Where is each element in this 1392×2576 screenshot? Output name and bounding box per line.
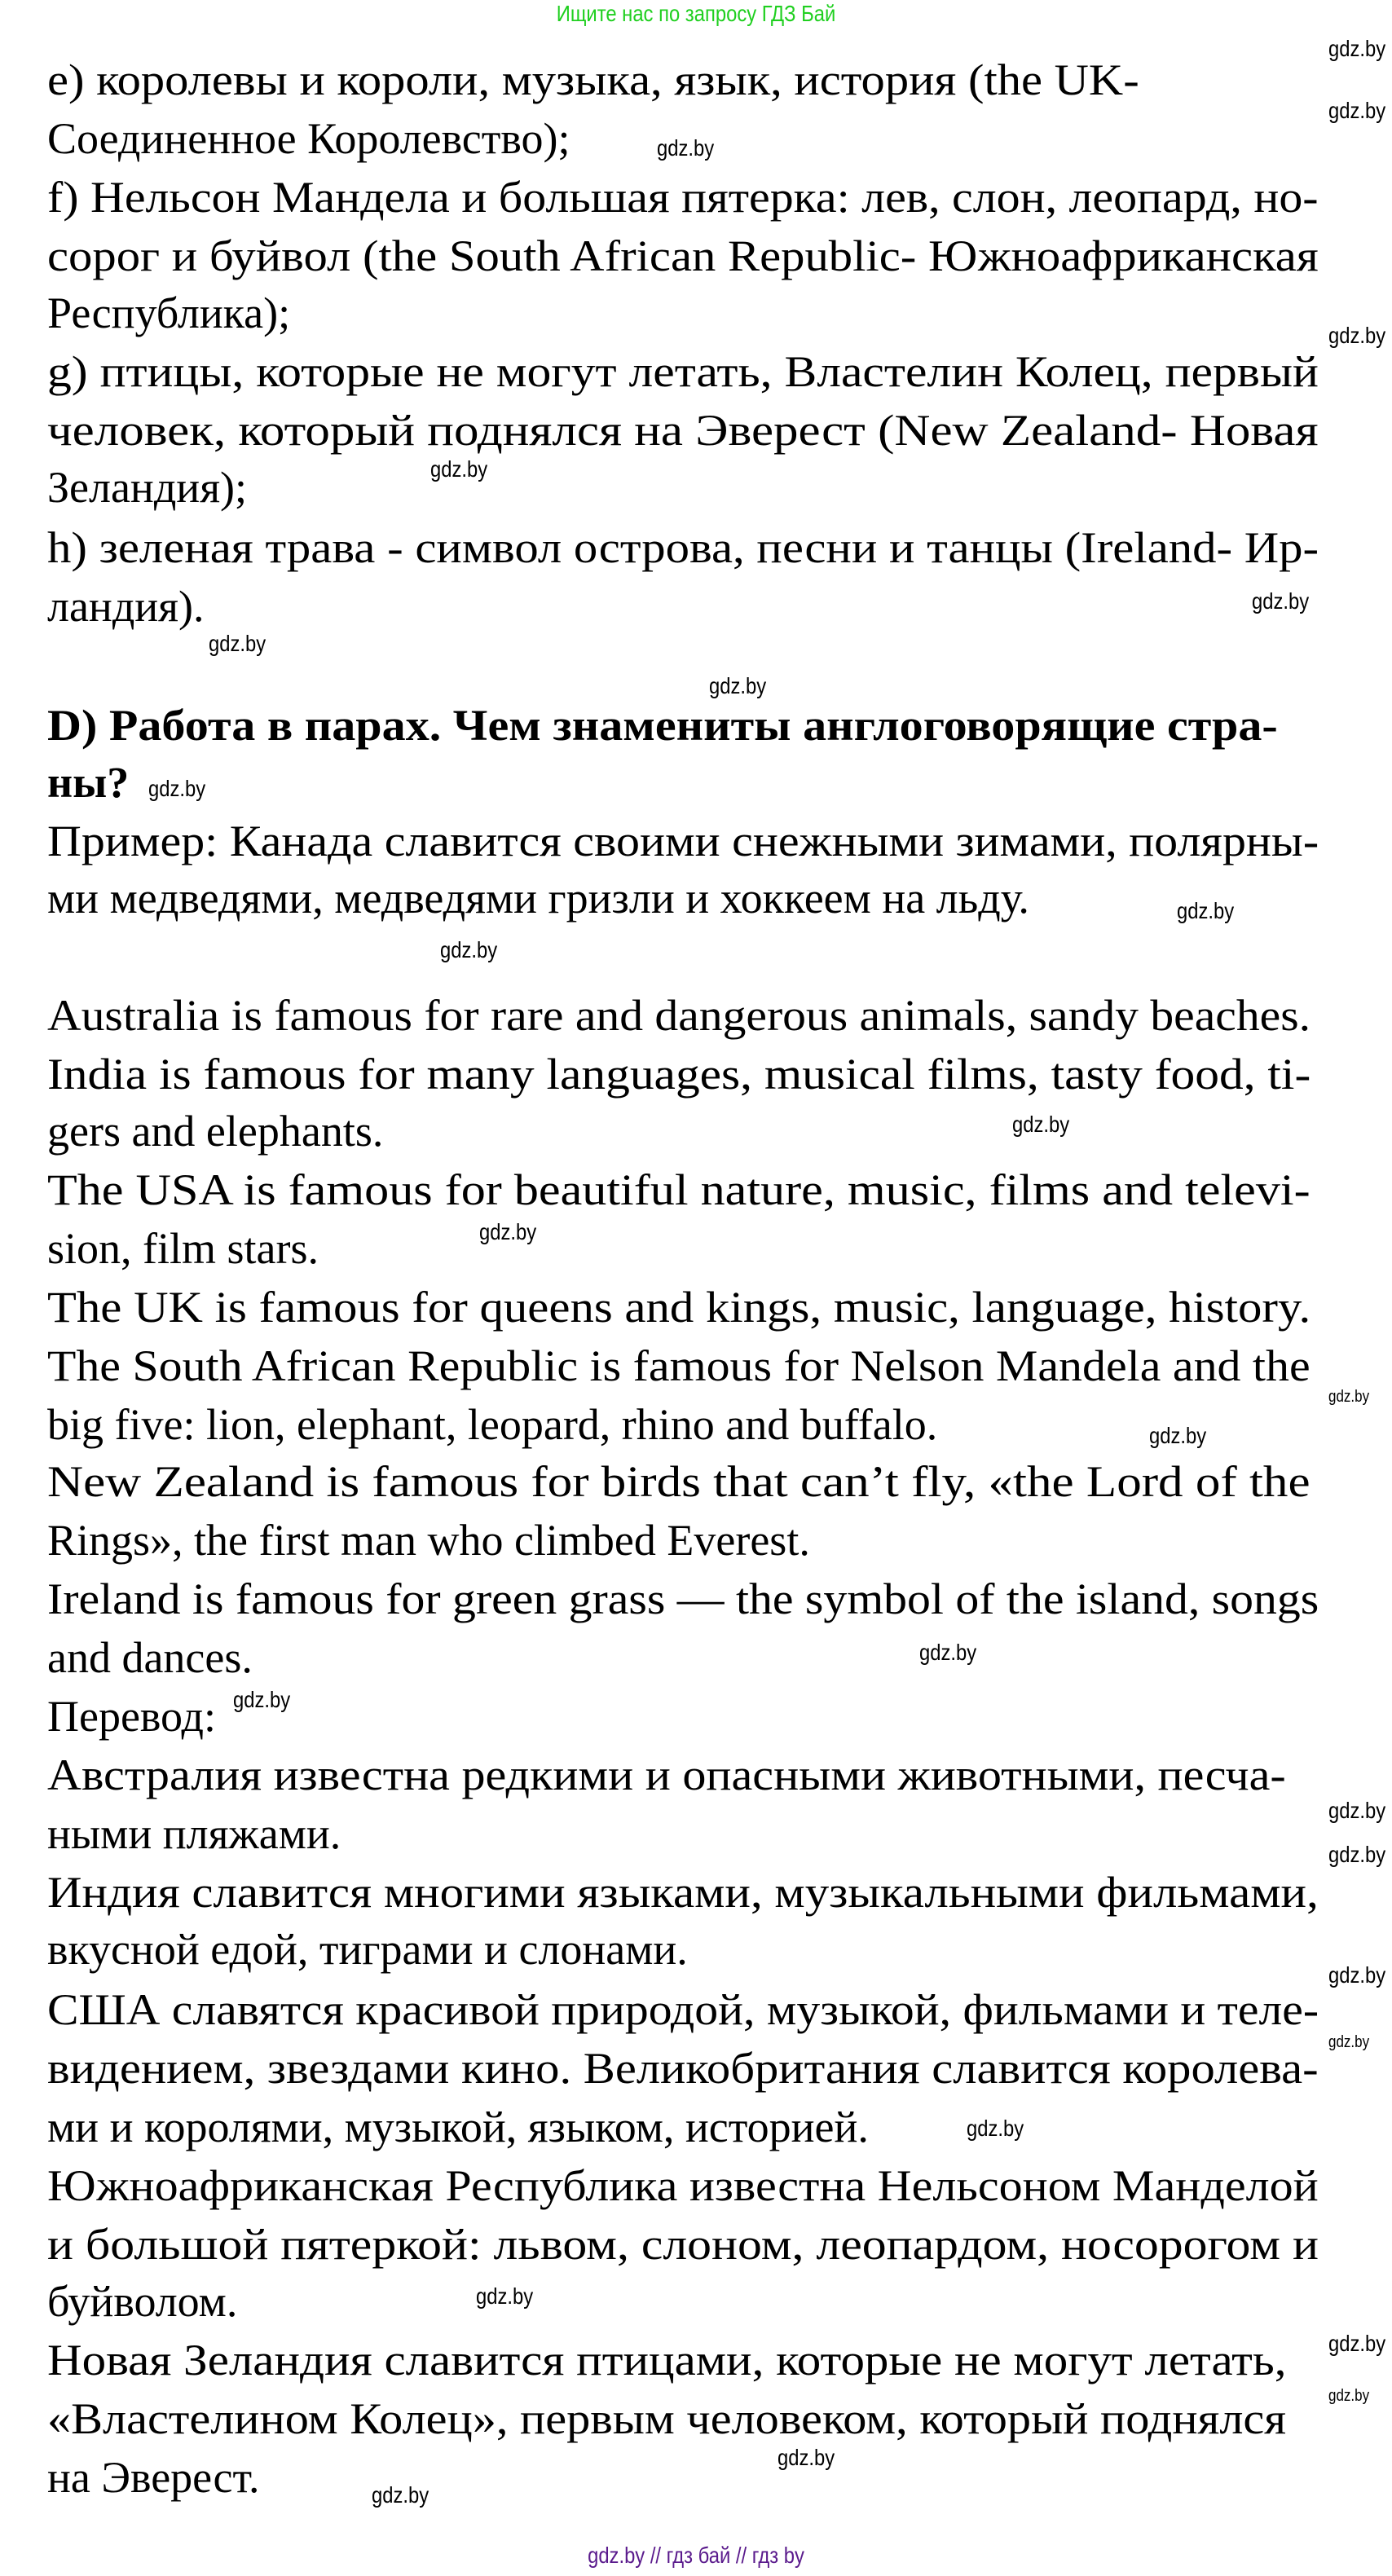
watermark: gdz.by (777, 2445, 835, 2470)
header-banner[interactable]: Ищите нас по запросу ГДЗ Бай (556, 1, 836, 26)
watermark: gdz.by (479, 1219, 537, 1244)
text-line: Республика); (47, 288, 291, 337)
text-line: ми и королями, музыкой, языком, историей. (47, 2103, 869, 2151)
text-line: человек, который поднялся на Эверест (New Zealand- Новая (47, 406, 1319, 455)
text-line: Новая Зеландия славится птицами, которые не могут летать, (47, 2336, 1287, 2384)
text-line: Rings», the first man who climbed Everest. (47, 1516, 810, 1565)
text-line: Соединенное Королевство); (47, 114, 570, 163)
text-line: gers and elephants. (47, 1107, 384, 1156)
text-line: Зеландия); (47, 463, 248, 512)
text-line: big five: lion, elephant, leopard, rhino and buffalo. (47, 1400, 938, 1449)
text-line: ными пляжами. (47, 1809, 341, 1858)
text-line: Ireland is famous for green grass — the symbol of the island, songs (47, 1574, 1319, 1623)
text-line: Австралия известна редкими и опасными животными, песча- (47, 1750, 1286, 1799)
text-line: India is famous for many languages, musical films, tasty food, ti- (47, 1050, 1311, 1099)
section-heading-line: D) Работа в парах. Чем знамениты англоговорящие стра- (47, 701, 1278, 750)
watermark: gdz.by (233, 1687, 291, 1712)
watermark: gdz.by (1012, 1112, 1070, 1137)
watermark: gdz.by (1149, 1423, 1207, 1448)
text-line: «Властелином Колец», первым человеком, который поднялся (47, 2394, 1287, 2443)
watermark: gdz.by (1328, 323, 1386, 348)
text-line: e) королевы и короли, музыка, язык, история (the UK- (47, 55, 1139, 104)
text-line: ландия). (47, 582, 205, 631)
text-line: sion, film stars. (47, 1224, 319, 1273)
text-line: The UK is famous for queens and kings, music, language, history. (47, 1283, 1311, 1332)
text-line: США славятся красивой природой, музыкой, фильмами и теле- (47, 1985, 1319, 2034)
text-line: Южноафриканская Республика известна Нельсоном Манделой (47, 2161, 1319, 2210)
text-line: The USA is famous for beautiful nature, music, films and televi- (47, 1165, 1311, 1214)
watermark: gdz.by (1328, 1962, 1386, 1988)
footer-links[interactable]: gdz.by // гдз бай // гдз by (588, 2543, 804, 2568)
text-line: на Эверест. (47, 2453, 260, 2502)
watermark: gdz.by (967, 2116, 1024, 2141)
text-line: f) Нельсон Мандела и большая пятерка: лев, слон, леопард, но- (47, 173, 1319, 222)
text-line: ми медведями, медведями гризли и хоккеем на льду. (47, 874, 1029, 923)
text-line: The South African Republic is famous for Nelson Mandela and the (47, 1341, 1311, 1390)
text-line: Индия славится многими языками, музыкальными фильмами, (47, 1868, 1319, 1917)
text-line: and dances. (47, 1633, 253, 1682)
text-line: буйволом. (47, 2277, 238, 2326)
text-line: вкусной едой, тиграми и слонами. (47, 1925, 688, 1974)
watermark: gdz.by (1177, 898, 1235, 923)
watermark: gdz.by (1328, 1388, 1370, 1406)
watermark: gdz.by (209, 631, 267, 656)
watermark: gdz.by (1328, 2331, 1386, 2356)
watermark: gdz.by (1328, 1798, 1386, 1823)
text-line: сорог и буйвол (the South African Republic- Южноафриканская (47, 231, 1319, 280)
text-line: g) птицы, которые не могут летать, Властелин Колец, первый (47, 347, 1319, 396)
text-line: и большой пятеркой: львом, слоном, леопардом, носорогом и (47, 2220, 1319, 2269)
watermark: gdz.by (1252, 588, 1310, 614)
watermark: gdz.by (1328, 1842, 1386, 1867)
watermark: gdz.by (1328, 2387, 1370, 2405)
watermark: gdz.by (657, 135, 715, 161)
text-line: видением, звездами кино. Великобритания славится королева- (47, 2044, 1319, 2093)
watermark: gdz.by (372, 2482, 429, 2508)
text-line: New Zealand is famous for birds that can’t fly, «the Lord of the (47, 1457, 1311, 1506)
watermark: gdz.by (148, 776, 206, 801)
watermark: gdz.by (919, 1640, 977, 1665)
text-line: h) зеленая трава - символ острова, песни и танцы (Ireland- Ир- (47, 523, 1319, 572)
watermark: gdz.by (1328, 2033, 1370, 2051)
text-line: Australia is famous for rare and dangerous animals, sandy beaches. (47, 991, 1311, 1040)
watermark: gdz.by (709, 673, 767, 698)
watermark: gdz.by (476, 2283, 534, 2309)
watermark: gdz.by (430, 456, 488, 482)
watermark: gdz.by (1328, 98, 1386, 123)
section-heading-line: ны? (47, 758, 130, 807)
watermark: gdz.by (440, 937, 498, 962)
text-line: Перевод: (47, 1692, 216, 1741)
text-line: Пример: Канада славится своими снежными зимами, полярны- (47, 817, 1319, 865)
watermark: gdz.by (1328, 36, 1386, 61)
